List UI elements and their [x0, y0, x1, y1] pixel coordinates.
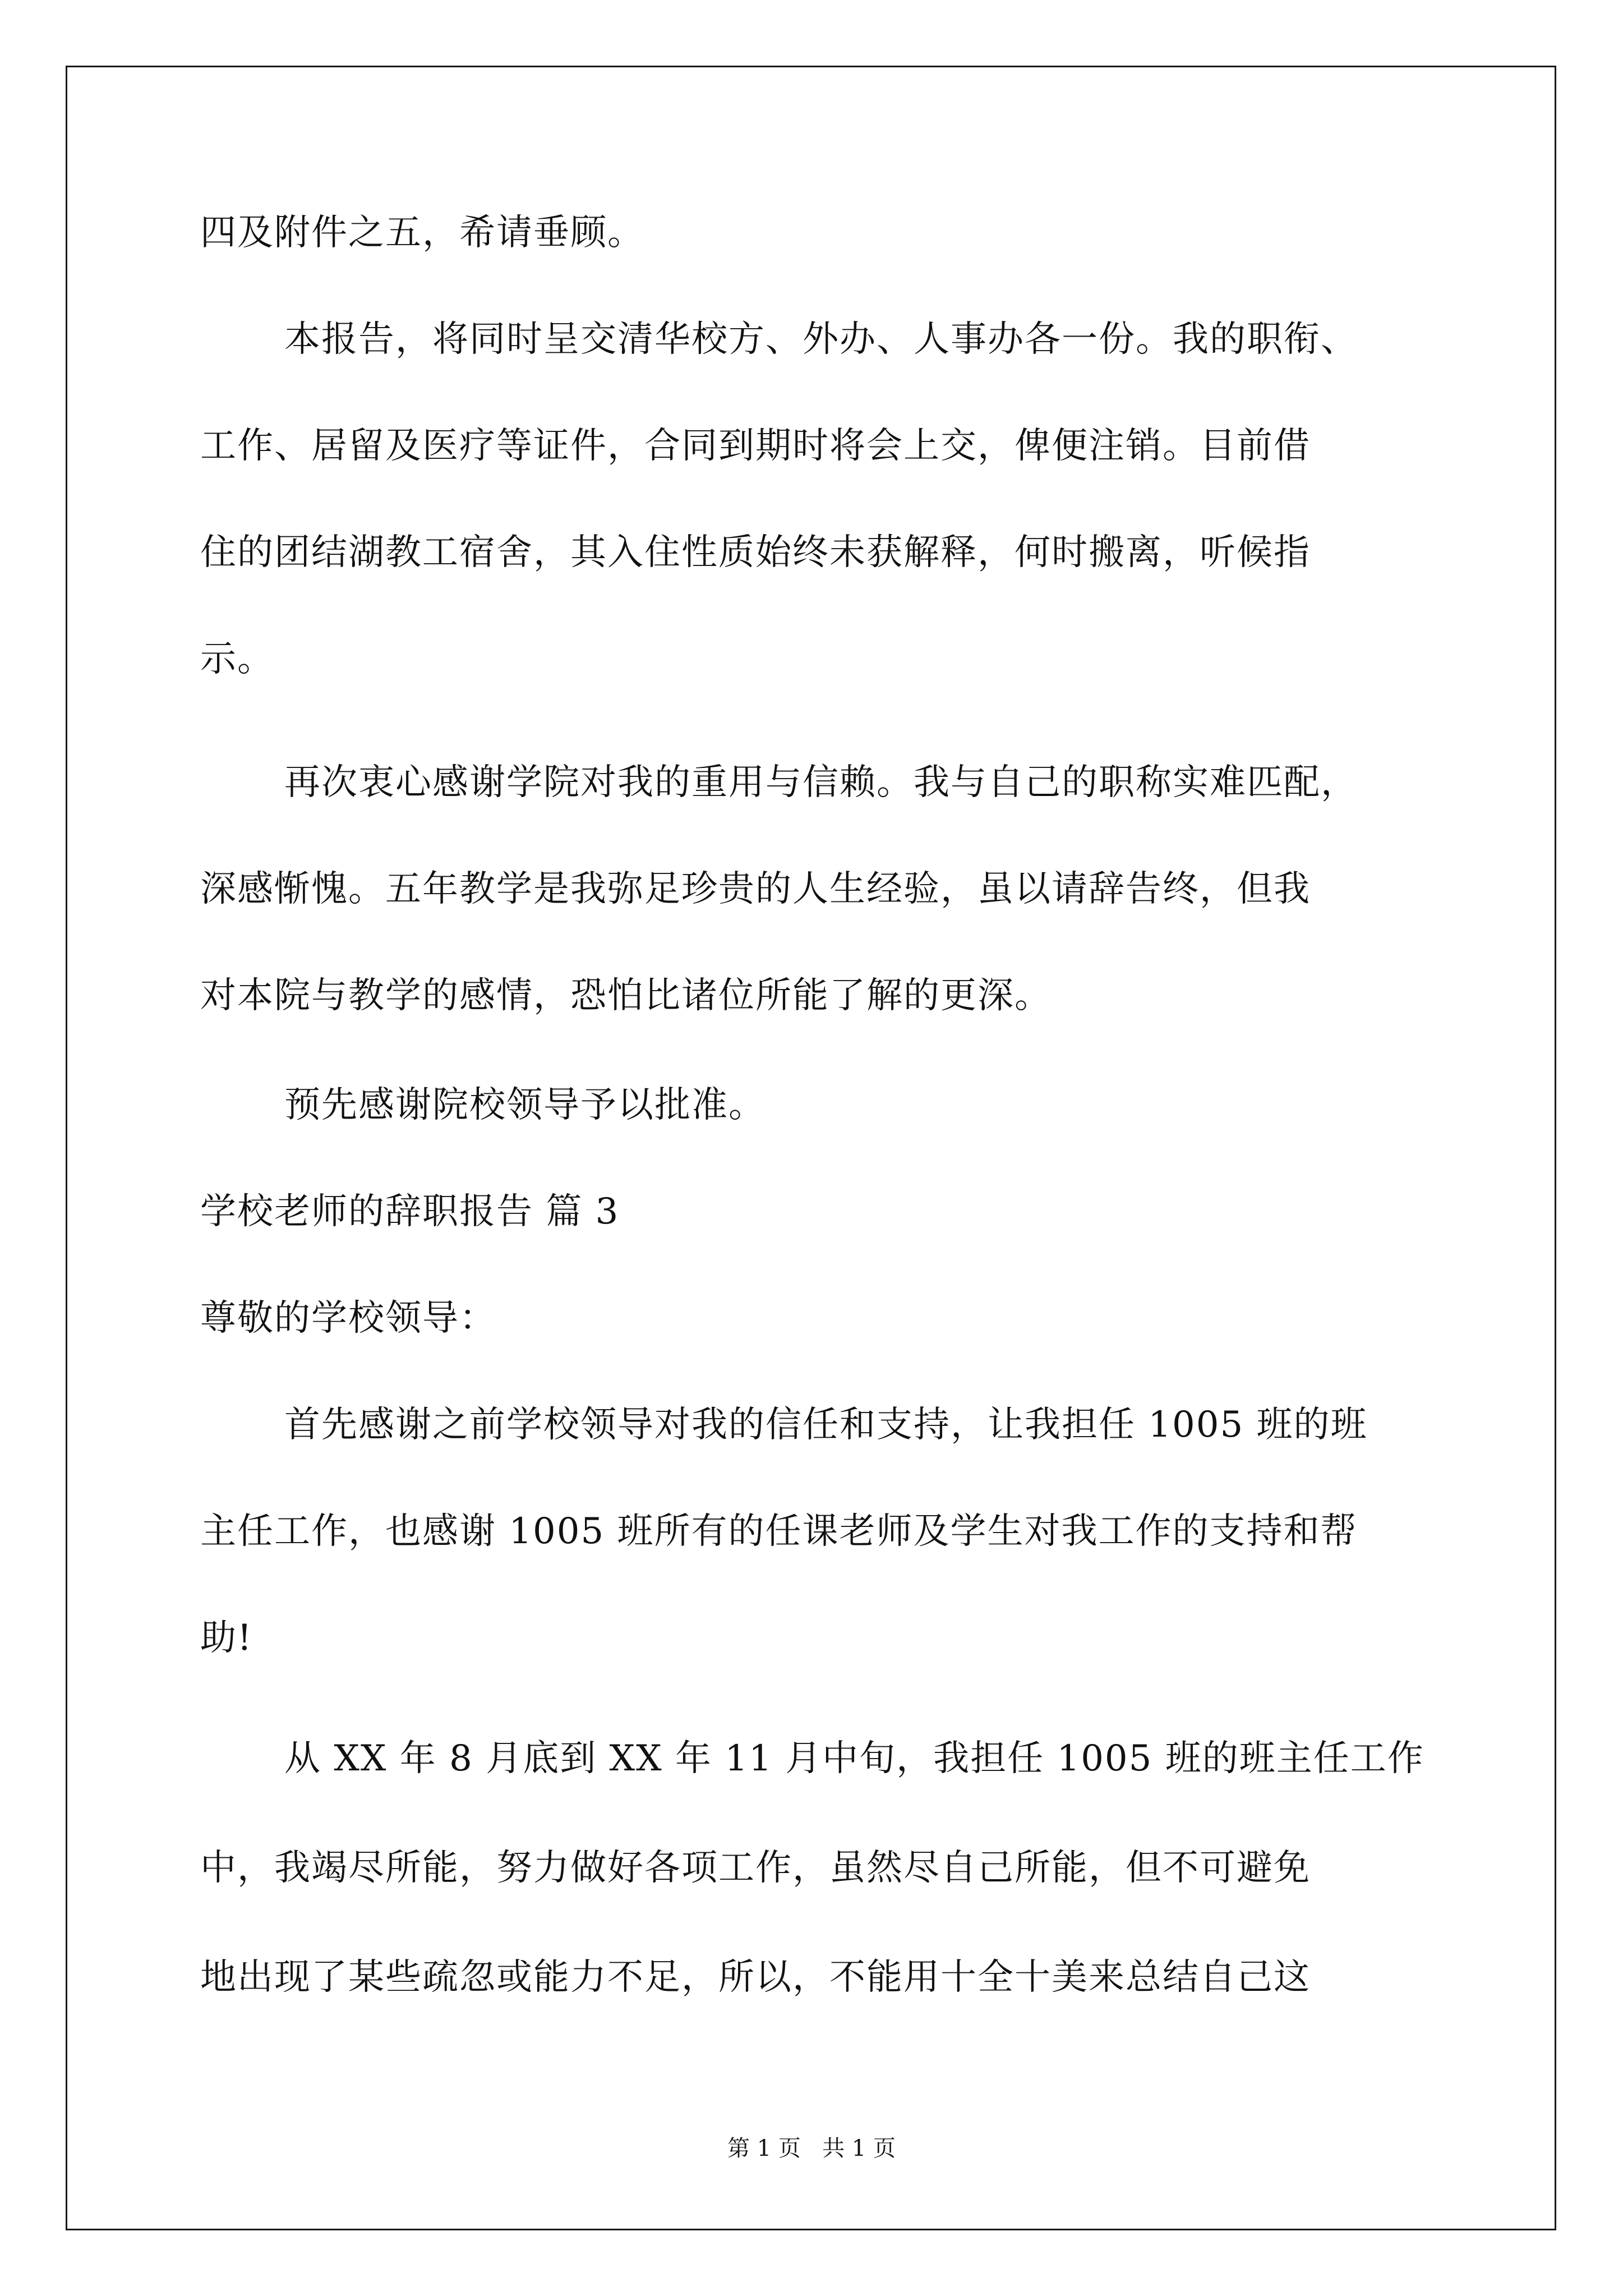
paragraph-line: 本报告，将同时呈交清华校方、外办、人事办各一份。我的职衔、	[284, 319, 1358, 360]
page-border	[66, 66, 1556, 2230]
paragraph-line: 四及附件之五，希请垂顾。	[200, 212, 644, 254]
paragraph-line: 对本院与教学的感情，恐怕比诸位所能了解的更深。	[200, 975, 1052, 1016]
paragraph-line: 住的团结湖教工宿舍，其入住性质始终未获解释，何时搬离，听候指	[200, 532, 1311, 573]
paragraph-line: 中，我竭尽所能，努力做好各项工作，虽然尽自己所能，但不可避免	[200, 1847, 1311, 1889]
section-heading: 学校老师的辞职报告 篇 3	[200, 1191, 620, 1232]
paragraph-line: 深感惭愧。五年教学是我弥足珍贵的人生经验，虽以请辞告终，但我	[200, 868, 1311, 910]
paragraph-line: 主任工作，也感谢 1005 班所有的任课老师及学生对我工作的支持和帮	[200, 1511, 1358, 1552]
salutation: 尊敬的学校领导：	[200, 1297, 496, 1339]
paragraph-line: 预先感谢院校领导予以批准。	[284, 1084, 766, 1126]
page-number-footer: 第 1 页 共 1 页	[727, 2136, 896, 2161]
paragraph-line: 首先感谢之前学校领导对我的信任和支持，让我担任 1005 班的班	[284, 1404, 1368, 1446]
paragraph-line: 地出现了某些疏忽或能力不足，所以，不能用十全十美来总结自己这	[200, 1957, 1311, 1998]
paragraph-line: 工作、居留及医疗等证件，合同到期时将会上交，俾便注销。目前借	[200, 425, 1311, 467]
paragraph-line: 助!	[200, 1617, 253, 1659]
paragraph-line: 从 XX 年 8 月底到 XX 年 11 月中旬，我担任 1005 班的班主任工作	[284, 1738, 1424, 1779]
paragraph-line: 示。	[200, 638, 274, 680]
paragraph-line: 再次衷心感谢学院对我的重用与信赖。我与自己的职称实难匹配，	[284, 762, 1358, 803]
